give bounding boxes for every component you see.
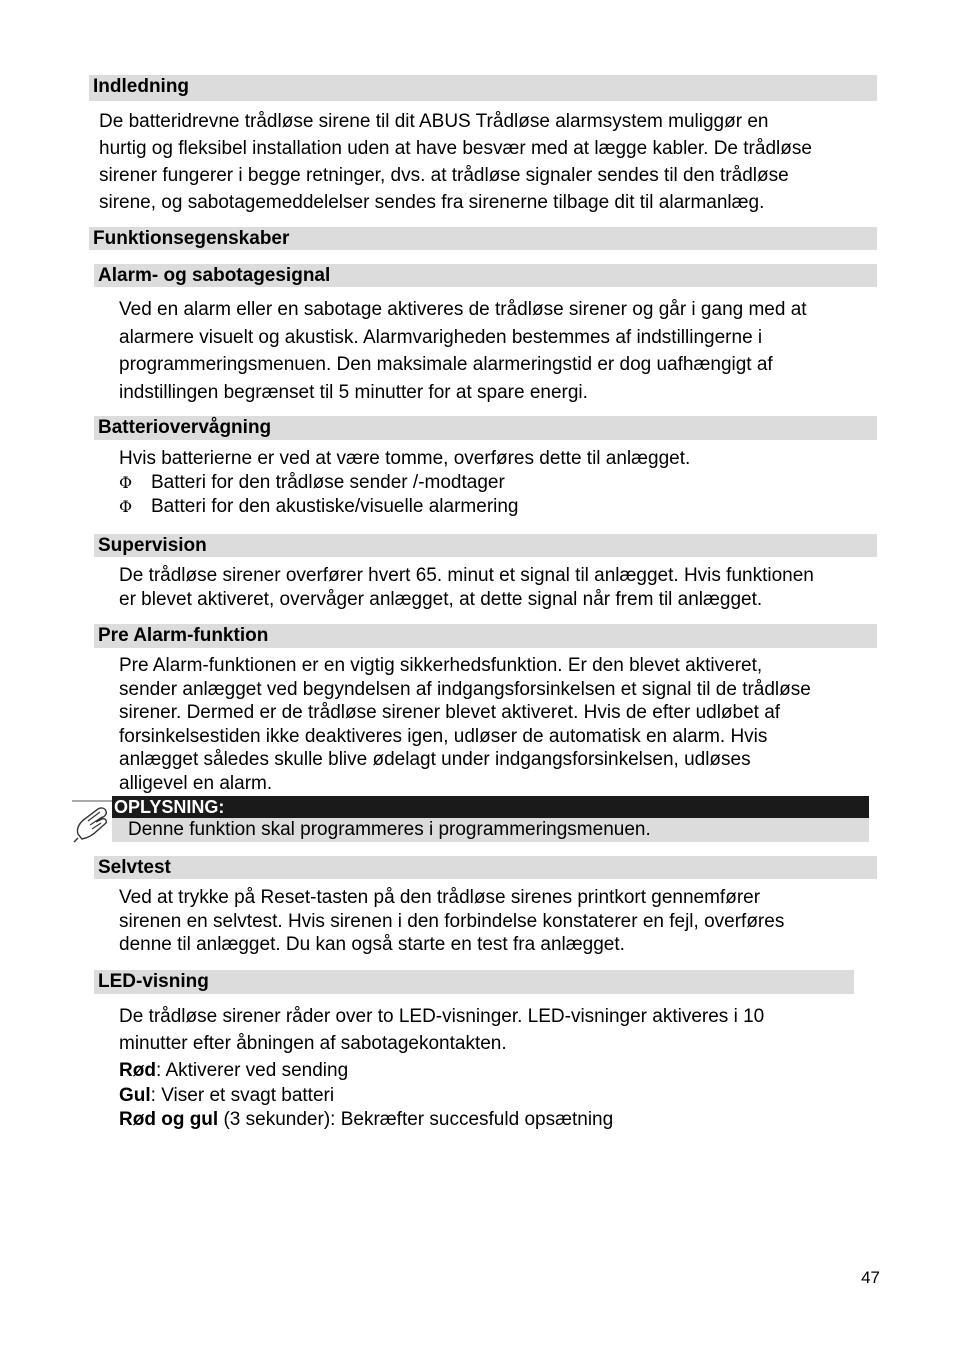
section-heading-intro: Indledning bbox=[89, 75, 877, 101]
subsection-heading-prealarm: Pre Alarm-funktion bbox=[94, 624, 877, 648]
intro-paragraph bbox=[99, 108, 889, 216]
intro-line: sirene, og sabotagemeddelelser sendes fra sirenerne tilbage dit til alarmanlæg. bbox=[99, 192, 765, 213]
intro-line: De batteridrevne trådløse sirene til dit ABUS Trådløse alarmsystem muliggør en bbox=[99, 111, 769, 132]
led-line: De trådløse sirener råder over to LED-visninger. LED-visninger aktiveres i 10 bbox=[119, 1006, 765, 1027]
battery-block bbox=[119, 447, 889, 519]
page-number: 47 bbox=[861, 1268, 880, 1287]
subsection-heading-alarm: Alarm- og sabotagesignal bbox=[94, 264, 877, 287]
note-label: OPLYSNING: bbox=[112, 796, 869, 818]
alarm-paragraph bbox=[119, 296, 889, 406]
battery-bullet-text: Batteri for den akustiske/visuelle alarmering bbox=[151, 496, 519, 517]
intro-line: hurtig og fleksibel installation uden at have besvær med at lægge kabler. De trådløse bbox=[99, 138, 812, 159]
led-term: Rød bbox=[119, 1060, 156, 1081]
selftest-line: denne til anlægget. Du kan også starte en test fra anlægget. bbox=[119, 934, 625, 955]
prealarm-line: sirener. Dermed er de trådløse sirener blevet aktiveret. Hvis de efter udløbet af bbox=[119, 702, 781, 723]
subsection-heading-led: LED-visning bbox=[94, 970, 854, 994]
battery-bullet-text: Batteri for den trådløse sender /-modtager bbox=[151, 472, 505, 493]
led-item bbox=[119, 1084, 889, 1108]
selftest-paragraph bbox=[119, 886, 889, 957]
led-desc: (3 sekunder): Bekræfter succesfuld opsætning bbox=[218, 1109, 614, 1130]
led-term: Gul bbox=[119, 1085, 151, 1106]
led-desc: : Viser et svagt batteri bbox=[150, 1085, 335, 1106]
battery-bullet bbox=[119, 495, 889, 519]
battery-bullet bbox=[119, 471, 889, 495]
subsection-heading-battery: Batteriovervågning bbox=[94, 416, 877, 440]
alarm-line: indstillingen begrænset til 5 minutter for at spare energi. bbox=[119, 381, 588, 403]
prealarm-line: forsinkelsestiden ikke deaktiveres igen, udløser de automatisk en alarm. Hvis bbox=[119, 725, 768, 747]
alarm-line: alarmere visuelt og akustisk. Alarmvarigheden bestemmes af indstillingerne i bbox=[119, 326, 763, 348]
selftest-line: sirenen en selvtest. Hvis sirenen i den forbindelse konstaterer en fejl, overføres bbox=[119, 910, 785, 932]
supervision-line: er blevet aktiveret, overvåger anlægget, at dette signal når frem til anlægget. bbox=[119, 589, 763, 610]
prealarm-line: Pre Alarm-funktionen er en vigtig sikkerhedsfunktion. Er den blevet aktiveret, bbox=[119, 655, 763, 676]
battery-intro: Hvis batterierne er ved at være tomme, overføres dette til anlægget. bbox=[119, 448, 691, 469]
alarm-line: Ved en alarm eller en sabotage aktiveres de trådløse sirener og går i gang med at bbox=[119, 299, 807, 320]
supervision-line: De trådløse sirener overfører hvert 65. minut et signal til anlægget. Hvis funktionen bbox=[119, 565, 814, 586]
alarm-line: programmeringsmenuen. Den maksimale alarmeringstid er dog uafhængigt af bbox=[119, 354, 773, 375]
led-line: minutter efter åbningen af sabotagekontakten. bbox=[119, 1033, 507, 1054]
led-term: Rød og gul bbox=[119, 1109, 219, 1130]
led-desc: : Aktiverer ved sending bbox=[155, 1060, 349, 1081]
supervision-paragraph bbox=[119, 564, 889, 612]
prealarm-line: sender anlægget ved begyndelsen af indgangsforsinkelsen et signal til de trådløse bbox=[119, 678, 811, 700]
led-paragraph bbox=[119, 1003, 889, 1057]
section-heading-features: Funktionsegenskaber bbox=[89, 227, 877, 250]
selftest-line: Ved at trykke på Reset-tasten på den trådløse sirenes printkort gennemfører bbox=[119, 887, 761, 908]
hand-note-icon bbox=[72, 798, 112, 844]
prealarm-line: anlægget således skulle blive ødelagt under indgangsforsinkelsen, udløses bbox=[119, 749, 751, 770]
phi-bullet-icon: Φ bbox=[119, 497, 133, 516]
led-item bbox=[119, 1057, 889, 1084]
prealarm-line: alligevel en alarm. bbox=[119, 772, 273, 794]
phi-bullet-icon: Φ bbox=[119, 473, 133, 492]
note-text: Denne funktion skal programmeres i programmeringsmenuen. bbox=[112, 818, 869, 842]
subsection-heading-selftest: Selvtest bbox=[94, 856, 877, 879]
led-item bbox=[119, 1108, 889, 1132]
subsection-heading-supervision: Supervision bbox=[94, 534, 877, 557]
prealarm-paragraph bbox=[119, 654, 889, 795]
intro-line: sirener fungerer i begge retninger, dvs. at trådløse signaler sendes til den trådløse bbox=[99, 165, 789, 186]
